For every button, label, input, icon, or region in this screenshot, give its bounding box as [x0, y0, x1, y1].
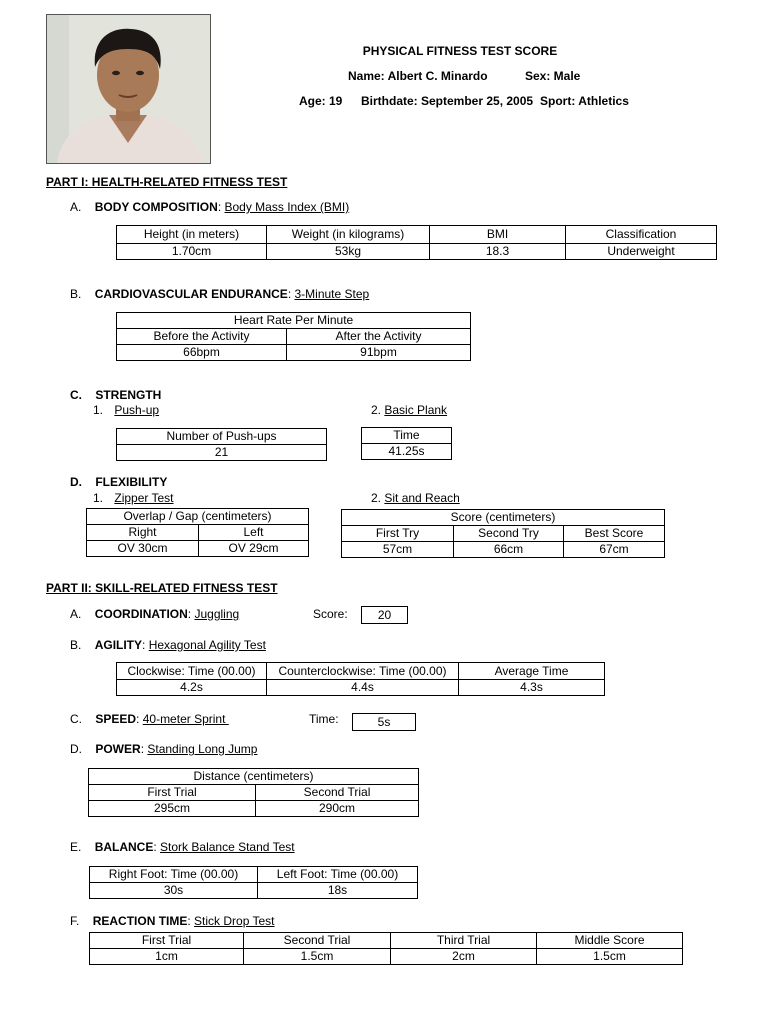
table-header-cell: After the Activity — [287, 329, 471, 345]
table-cell: 290cm — [256, 801, 419, 817]
section-agility — [70, 638, 266, 652]
table-header-cell: Before the Activity — [117, 329, 287, 345]
section-separator: : — [187, 607, 192, 621]
score-label: Score: — [313, 607, 348, 621]
table-header-cell: Second Trial — [256, 785, 419, 801]
bmi-table — [116, 225, 717, 260]
table-header-row — [117, 429, 327, 445]
flex-item-zipper — [93, 491, 174, 505]
table-cell: 53kg — [267, 244, 430, 260]
zipper-table — [86, 508, 309, 557]
table-header-cell: Average Time — [459, 663, 605, 680]
table-header-cell: Left Foot: Time (00.00) — [258, 867, 418, 883]
table-header-cell: Third Trial — [391, 933, 537, 949]
test-name: Body Mass Index (BMI) — [224, 200, 350, 214]
section-letter: B. — [70, 287, 82, 301]
table-row — [117, 345, 471, 361]
table-cell: 66bpm — [117, 345, 287, 361]
section-name: CARDIOVASCULAR ENDURANCE — [94, 287, 288, 301]
table-header-row — [117, 329, 471, 345]
table-cell: 30s — [90, 883, 258, 899]
table-header-row — [117, 663, 605, 680]
section-balance — [70, 840, 295, 854]
portrait-image — [47, 15, 210, 163]
table-cell: 41.25s — [362, 444, 452, 460]
table-group-header: Score (centimeters) — [342, 510, 665, 526]
test-name: Sit and Reach — [384, 491, 460, 505]
section-separator: : — [153, 840, 157, 854]
section-body-composition — [70, 200, 349, 214]
table-header-cell: Middle Score — [537, 933, 683, 949]
student-photo — [46, 14, 211, 164]
test-name: 40-meter Sprint — [142, 712, 229, 726]
table-group-header: Overlap / Gap (centimeters) — [87, 509, 309, 525]
coordination-score-box: 20 — [361, 606, 408, 624]
table-header-cell: Second Try — [454, 526, 564, 542]
section-coordination — [70, 607, 239, 621]
section-separator: : — [287, 287, 292, 301]
table-header-row — [362, 428, 452, 444]
section-name: COORDINATION — [94, 607, 188, 621]
table-cell: 1.70cm — [117, 244, 267, 260]
section-strength — [70, 388, 161, 402]
item-number: 2. — [371, 403, 382, 417]
section-separator: : — [140, 742, 145, 756]
test-name: 3-Minute Step — [294, 287, 370, 301]
table-row — [90, 949, 683, 965]
test-name: Juggling — [194, 607, 240, 621]
table-cell: 4.4s — [267, 680, 459, 696]
section-letter: D. — [70, 742, 82, 756]
table-header-cell: Clockwise: Time (00.00) — [117, 663, 267, 680]
section-separator: : — [142, 638, 146, 652]
strength-item-plank — [371, 403, 447, 417]
section-name: BALANCE — [94, 840, 154, 854]
test-name: Stick Drop Test — [194, 914, 275, 928]
table-cell: 4.3s — [459, 680, 605, 696]
table-header-row — [89, 785, 419, 801]
section-reaction-time — [70, 914, 275, 928]
table-row — [90, 883, 418, 899]
table-header-cell: Best Score — [564, 526, 665, 542]
test-name: Stork Balance Stand Test — [160, 840, 295, 854]
section-letter: B. — [70, 638, 82, 652]
test-name: Standing Long Jump — [147, 742, 258, 756]
table-header-row — [342, 526, 665, 542]
item-number: 1. — [93, 491, 104, 505]
table-cell: 21 — [117, 445, 327, 461]
part1-title: PART I: HEALTH-RELATED FITNESS TEST — [46, 175, 288, 189]
table-header-row — [90, 933, 683, 949]
test-name: Push-up — [114, 403, 160, 417]
table-cell: 91bpm — [287, 345, 471, 361]
table-group-header: Heart Rate Per Minute — [117, 313, 471, 329]
table-header-cell: Number of Push-ups — [117, 429, 327, 445]
table-group-row — [342, 510, 665, 526]
table-group-row — [87, 509, 309, 525]
speed-time-box: 5s — [352, 713, 416, 731]
part2-title: PART II: SKILL-RELATED FITNESS TEST — [46, 581, 278, 595]
table-header-cell: Right — [87, 525, 199, 541]
table-header-cell: Time — [362, 428, 452, 444]
table-header-row — [90, 867, 418, 883]
table-row — [117, 445, 327, 461]
plank-table — [361, 427, 452, 460]
section-flexibility — [70, 475, 167, 489]
table-group-row — [89, 769, 419, 785]
sit-reach-table — [341, 509, 665, 558]
table-header-cell: First Try — [342, 526, 454, 542]
section-separator: : — [136, 712, 140, 726]
table-row — [117, 680, 605, 696]
table-header-row — [117, 226, 717, 244]
student-age: Age: 19 — [299, 94, 343, 108]
item-number: 1. — [93, 403, 104, 417]
table-cell: 67cm — [564, 542, 665, 558]
flex-item-sit-reach — [371, 491, 460, 505]
student-birthdate: Birthdate: September 25, 2005 — [361, 94, 534, 108]
table-group-row — [117, 313, 471, 329]
table-header-cell: First Trial — [90, 933, 244, 949]
student-sex: Sex: Male — [525, 69, 581, 83]
student-sport: Sport: Athletics — [540, 94, 629, 108]
table-cell: Underweight — [566, 244, 717, 260]
table-cell: 1.5cm — [244, 949, 391, 965]
section-letter: A. — [70, 200, 82, 214]
section-letter: A. — [70, 607, 82, 621]
test-name: Basic Plank — [384, 403, 448, 417]
table-header-cell: Left — [199, 525, 309, 541]
item-number: 2. — [371, 491, 382, 505]
table-cell: 57cm — [342, 542, 454, 558]
section-name: AGILITY — [94, 638, 143, 652]
section-cardiovascular — [70, 287, 369, 301]
section-separator: : — [217, 200, 222, 214]
test-name: Hexagonal Agility Test — [148, 638, 266, 652]
section-letter: E. — [70, 840, 82, 854]
section-speed — [70, 712, 229, 726]
pushup-table — [116, 428, 327, 461]
table-cell: OV 30cm — [87, 541, 199, 557]
table-cell: 4.2s — [117, 680, 267, 696]
section-name: REACTION TIME — [92, 914, 188, 928]
table-cell: OV 29cm — [199, 541, 309, 557]
reaction-time-table — [89, 932, 683, 965]
section-separator: : — [187, 914, 191, 928]
table-row — [89, 801, 419, 817]
section-name: STRENGTH — [95, 388, 162, 402]
heart-rate-table — [116, 312, 471, 361]
section-letter: C. — [70, 388, 82, 402]
table-row — [342, 542, 665, 558]
student-name: Name: Albert C. Minardo — [348, 69, 488, 83]
table-cell: 18.3 — [430, 244, 566, 260]
section-letter: C. — [70, 712, 82, 726]
section-name: BODY COMPOSITION — [94, 200, 218, 214]
table-header-row — [87, 525, 309, 541]
table-row — [362, 444, 452, 460]
section-power — [70, 742, 257, 756]
table-group-header: Distance (centimeters) — [89, 769, 419, 785]
page-title: PHYSICAL FITNESS TEST SCORE — [362, 44, 558, 58]
table-cell: 295cm — [89, 801, 256, 817]
table-cell: 1.5cm — [537, 949, 683, 965]
table-header-cell: Height (in meters) — [117, 226, 267, 244]
table-header-cell: Second Trial — [244, 933, 391, 949]
section-name: SPEED — [95, 712, 137, 726]
table-header-cell: Counterclockwise: Time (00.00) — [267, 663, 459, 680]
table-cell: 1cm — [90, 949, 244, 965]
test-name: Zipper Test — [114, 491, 174, 505]
table-header-cell: Weight (in kilograms) — [267, 226, 430, 244]
table-cell: 18s — [258, 883, 418, 899]
section-name: POWER — [95, 742, 141, 756]
section-letter: D. — [70, 475, 82, 489]
table-header-cell: First Trial — [89, 785, 256, 801]
section-letter: F. — [70, 914, 80, 928]
table-header-cell: Right Foot: Time (00.00) — [90, 867, 258, 883]
strength-item-pushup — [93, 403, 159, 417]
table-header-cell: Classification — [566, 226, 717, 244]
table-row — [87, 541, 309, 557]
long-jump-table — [88, 768, 419, 817]
table-header-cell: BMI — [430, 226, 566, 244]
balance-table — [89, 866, 418, 899]
agility-table — [116, 662, 605, 696]
table-row — [117, 244, 717, 260]
table-cell: 66cm — [454, 542, 564, 558]
time-label: Time: — [309, 712, 339, 726]
table-cell: 2cm — [391, 949, 537, 965]
section-name: FLEXIBILITY — [95, 475, 168, 489]
